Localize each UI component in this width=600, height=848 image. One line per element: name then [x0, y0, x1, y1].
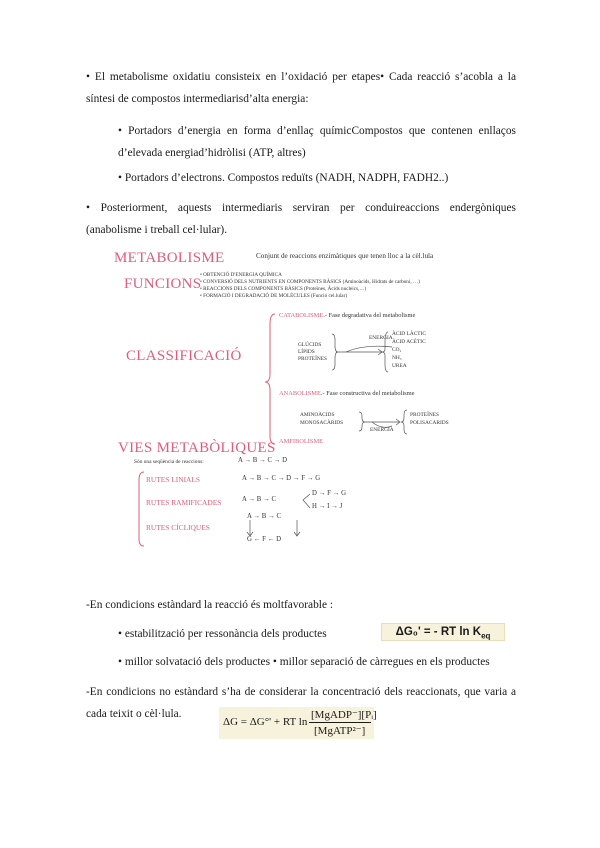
funcions-item: • CONVERSIÓ DELS NUTRIENTS EN COMPONENTS BÀSICS (Aminoàcids, Hidrats de carboni, …)	[200, 279, 420, 285]
ram-sequence-bottom: H → I → J	[312, 503, 343, 510]
linial-sequence: A → B → C → D → F → G	[242, 475, 321, 482]
cat-input: PROTEÏNES	[298, 356, 328, 362]
classificacio-title: CLASSIFICACIÓ	[126, 348, 242, 364]
paragraph-ressonancia: • estabilització per ressonància dels productes	[118, 628, 327, 640]
gibbs-concentration-equation	[219, 707, 377, 739]
ana-input-brace	[359, 412, 365, 431]
catabolisme-label	[279, 312, 415, 319]
ana-output-brace	[401, 410, 407, 434]
rutes-linials-label: RUTES LINIALS	[146, 475, 200, 484]
cat-output: NH₃	[392, 355, 402, 361]
catabolisme-name: CATABOLISME	[279, 312, 324, 319]
ram-branch-lines	[303, 494, 310, 508]
anabolisme-label	[279, 390, 414, 397]
anabolisme-name: ANABOLISME	[279, 390, 321, 397]
ana-input: AMINOÀCIDS	[300, 412, 335, 418]
vies-description: Són una seqüència de reaccions:	[134, 459, 204, 465]
cyc-sequence-bottom: G ← F ← D	[247, 536, 281, 543]
eq2-numerator: [MgADP⁻][Pᵢ]	[311, 709, 377, 721]
cat-input: LÍPIDS	[298, 349, 315, 355]
funcions-item: • FORMACIÓ I DEGRADACIÓ DE MOLÈCULES (Funció cel.lular)	[200, 293, 348, 299]
eq2-fraction-bar	[309, 722, 371, 723]
ana-input: MONOSACÀRIDS	[300, 420, 344, 426]
ana-output: PROTEÏNES	[410, 412, 440, 418]
paragraph-portadors-energia: • Portadors d’energia en forma d’enllaç químicCompostos que contenen enllaços d’elevada energiad’hidròlisi (ATP, altres)	[118, 125, 516, 159]
cat-input: GLÚCIDS	[298, 342, 322, 348]
catabolisme-desc: .- Fase degradativa del metabolisme	[323, 312, 416, 319]
classificacio-brace	[265, 314, 275, 444]
rutes-ramificades-label: RUTES RAMIFICADES	[146, 498, 222, 507]
rutes-cicliques-label: RUTES CÍCLIQUES	[146, 523, 210, 532]
gibbs-equation-sub: eq	[481, 631, 491, 641]
funcions-item: • REACCIONS DELS COMPONENTS BÀSICS (Proteïnes, Àcids nucleics,…)	[200, 286, 367, 292]
cat-output: ÀCID LÀCTIC	[392, 331, 426, 337]
eq2-lhs: ΔG = ΔG°' + RT ln	[223, 716, 308, 728]
metabolisme-definition: Conjunt de reaccions enzimàtiques que tenen lloc a la cèl.lula	[256, 252, 434, 260]
gibbs-equation-main: ΔG₀' = - RT ln K	[395, 626, 482, 638]
ram-sequence-main: A → B → C	[242, 496, 276, 503]
funcions-item: • OBTENCIÓ D'ENERGIA QUÍMICA	[200, 272, 282, 278]
vies-title: VIES METABÒLIQUES	[118, 440, 276, 456]
paragraph-portadors-electrons: • Portadors d’electrons. Compostos reduïts (NADH, NADPH, FADH2..)	[118, 172, 449, 184]
ana-output: POLISACARIDS	[410, 420, 449, 426]
funcions-title: FUNCIONS	[124, 276, 202, 292]
vies-brace	[139, 472, 144, 546]
paragraph-metabolisme-oxidatiu: • El metabolisme oxidatiu consisteix en l’oxidació per etapes• Cada reacció s’acobla a la síntesi de compostos intermediarisd’alta energia:	[86, 71, 516, 105]
paragraph-posteriorment: • Posteriorment, aquests intermediaris serviran per conduireaccions endergòniques (anabolisme i treball cel·lular).	[86, 202, 516, 236]
metabolisme-figure	[114, 246, 498, 562]
cat-energy-label: ENERGIA	[369, 335, 393, 341]
ana-energy-label: ENERGIA	[370, 427, 394, 433]
eq2-denominator: [MgATP²⁻]	[314, 725, 366, 737]
amfibolisme-label: AMFIBOLISME	[279, 438, 324, 445]
cat-output: UREA	[392, 363, 407, 369]
paragraph-condicions-estandard: -En condicions estàndard la reacció és moltfavorable :	[86, 599, 334, 611]
paragraph-condicions-no-estandard: -En condicions no estàndard s’ha de considerar la concentració dels reaccionats, que varia a cada teixit o cèl·lula.	[86, 686, 516, 720]
ram-sequence-top: D → F → G	[312, 490, 346, 497]
metabolisme-title: METABOLISME	[114, 250, 225, 266]
vies-sequence: A → B → C → D	[238, 457, 288, 464]
paragraph-solvatacio: • millor solvatació dels productes • millor separació de càrregues en els productes	[118, 656, 490, 668]
cyc-sequence-top: A → B → C	[247, 513, 281, 520]
cat-output: ÀCID ACÈTIC	[392, 339, 426, 345]
gibbs-equation-box	[381, 623, 505, 641]
anabolisme-desc: .- Fase constructiva del metabolisme	[320, 390, 415, 397]
cat-output: CO₂	[392, 347, 402, 353]
